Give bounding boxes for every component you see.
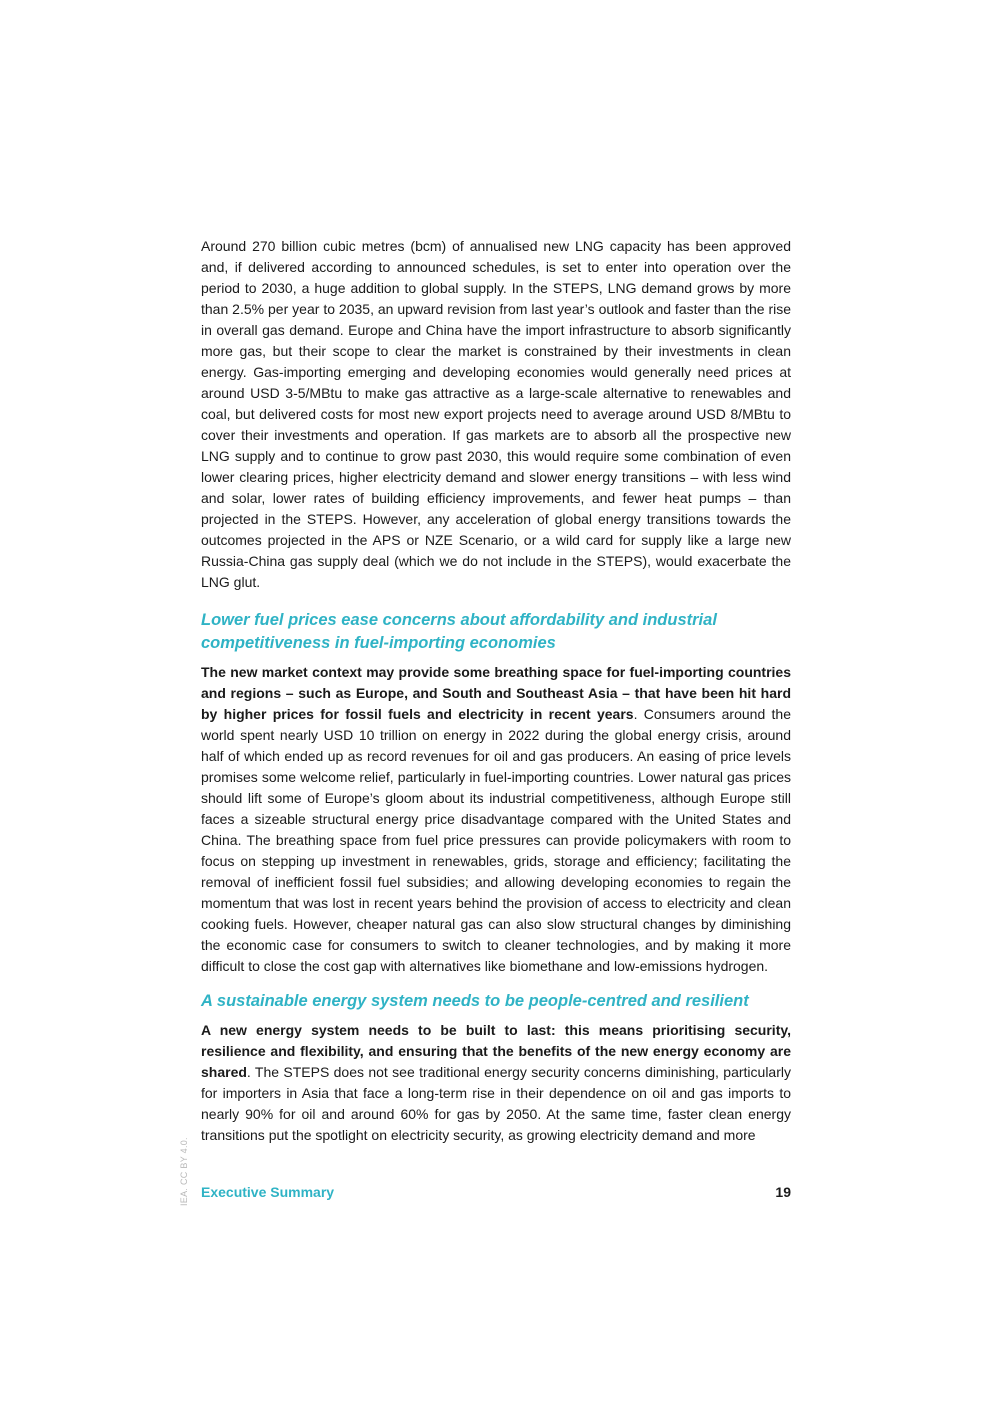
main-content <box>201 236 791 1146</box>
section-heading-sustainable-energy: A sustainable energy system needs to be people-centred and resilient <box>201 992 749 1010</box>
heading-line-2: competitiveness in fuel-importing economies <box>201 633 556 652</box>
paragraph-lead-bold: The new market context may provide some breathing space for fuel-importing countries and regions – such as Europe, and South and Southeast Asia – that have been hit hard by higher prices for fossil fuels and electricity in recent years <box>201 664 791 722</box>
paragraph-body: . Consumers around the world spent nearly USD 10 trillion on energy in 2022 during the global energy crisis, around half of which ended up as record revenues for oil and gas producers. An easing of price levels promises some welcome relief, particularly in fuel-importing countries. Lower natural gas prices should lift some of Europe’s gloom about its industrial competitiveness, although Europe still faces a sizeable structural energy price disadvantage compared with the United States and China. The breathing space from fuel price pressures can provide policymakers with room to focus on stepping up investment in renewables, grids, storage and efficiency; facilitating the removal of inefficient fossil fuel subsidies; and allowing developing economies to regain the momentum that was lost in recent years behind the provision of access to electricity and clean cooking fuels. However, cheaper natural gas can also slow structural changes by diminishing the economic case for consumers to switch to cleaner technologies, and by making it more difficult to close the cost gap with alternatives like biomethane and low-emissions hydrogen. <box>201 706 791 974</box>
paragraph-lng-capacity: Around 270 billion cubic metres (bcm) of annualised new LNG capacity has been approved and, if delivered according to announced schedules, is set to enter into operation over the period to 2030, a huge addition to global supply. In the STEPS, LNG demand grows by more than 2.5% per year to 2035, an upward revision from last year’s outlook and faster than the rise in overall gas demand. Europe and China have the import infrastructure to absorb significantly more gas, but their scope to clear the market is constrained by their investments in clean energy. Gas-importing emerging and developing economies would generally need prices at around USD 3-5/MBtu to make gas attractive as a large-scale alternative to renewables and coal, but delivered costs for most new export projects need to average around USD 8/MBtu to cover their investments and operation. If gas markets are to absorb all the prospective new LNG supply and to continue to grow past 2030, this would require some combination of even lower clearing prices, higher electricity demand and slower energy transitions – with less wind and solar, lower rates of building efficiency improvements, and fewer heat pumps – than projected in the STEPS. However, any acceleration of global energy transitions towards the outcomes projected in the APS or NZE Scenario, or a wild card for supply like a large new Russia-China gas supply deal (which we do not include in the STEPS), would exacerbate the LNG glut. <box>201 238 791 590</box>
paragraph-lead-bold: A new energy system needs to be built to last: this means prioritising security, resilience and flexibility, and ensuring that the benefits of the new energy economy are shared <box>201 1021 791 1080</box>
paragraph-market-context <box>201 662 791 977</box>
page-number: 19 <box>775 1184 791 1200</box>
heading-line-1: Lower fuel prices ease concerns about affordability and industrial <box>201 611 717 629</box>
license-notice: IEA. CC BY 4.0. <box>179 1137 189 1206</box>
section-heading-lower-fuel-prices <box>201 609 791 654</box>
paragraph-energy-security <box>201 1020 791 1146</box>
page-footer <box>201 1182 791 1202</box>
footer-section-title: Executive Summary <box>201 1184 335 1200</box>
paragraph-body: . The STEPS does not see traditional energy security concerns diminishing, particularly for importers in Asia that face a long-term rise in their dependence on oil and gas imports to nearly 90% for oil and around 60% for gas by 2050. At the same time, faster clean energy transitions put the spotlight on electricity security, as growing electricity demand and more <box>201 1063 791 1143</box>
